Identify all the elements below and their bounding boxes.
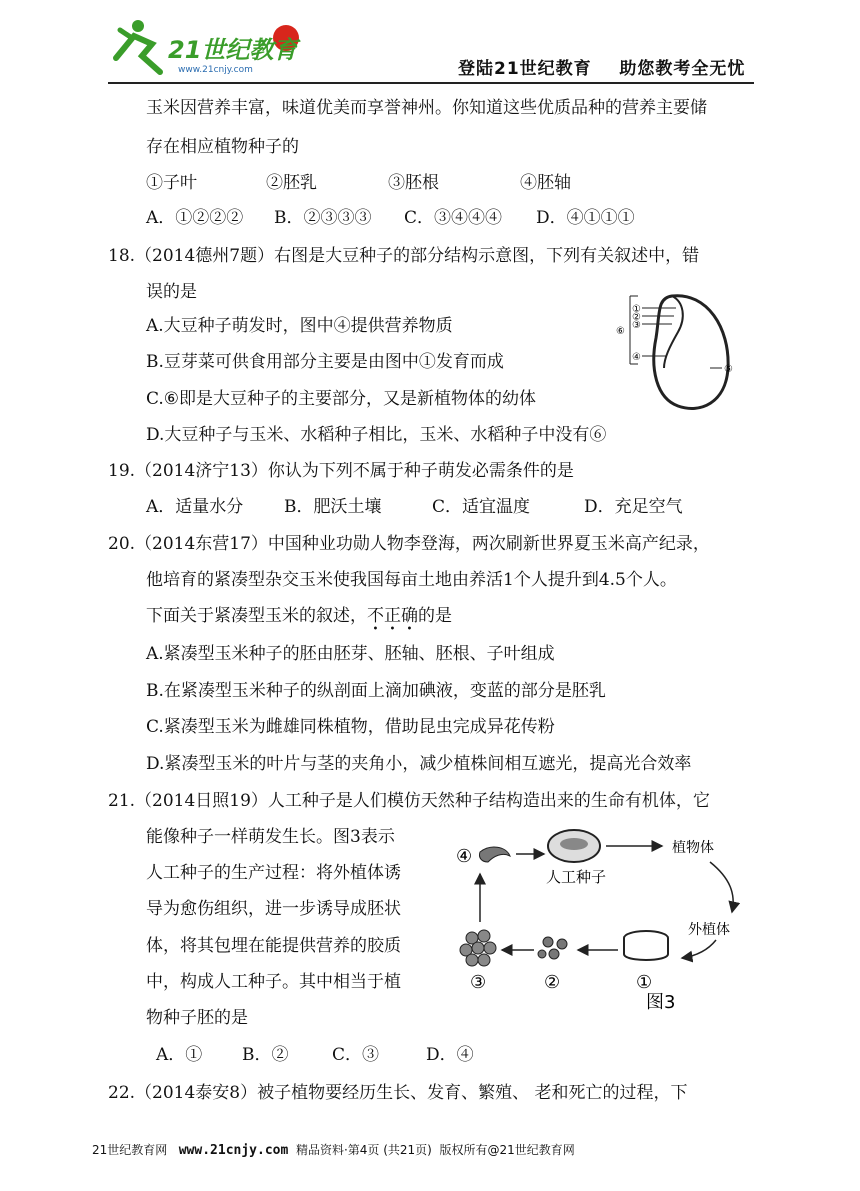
- logo-url: www.21cnjy.com: [178, 65, 253, 75]
- header-slogan: 登陆21世纪教育 助您教考全无忧: [458, 59, 746, 79]
- option: ②胚乳: [266, 173, 317, 193]
- option: D．④①①①: [536, 208, 635, 228]
- soybean-seed-figure: [612, 288, 752, 418]
- site-logo: [108, 18, 308, 80]
- text-line: [146, 605, 452, 627]
- option: D．充足空气: [584, 497, 683, 517]
- header-divider: [108, 82, 754, 84]
- emphasis-char: 确: [401, 606, 418, 626]
- question-18: 18.（2014德州7题）右图是大豆种子的部分结构示意图，下列有关叙述中，错: [108, 246, 700, 266]
- text-segment: 的是: [418, 606, 452, 626]
- emphasis-char: 不: [367, 606, 384, 626]
- logo-text: 21世纪教育: [168, 36, 298, 64]
- text-line: 玉米因营养丰富，味道优美而享誉神州。你知道这些优质品种的营养主要储: [146, 98, 707, 118]
- option: B．肥沃土壤: [284, 497, 382, 517]
- question-21: 21.（2014日照19）人工种子是人们模仿天然种子结构造出来的生命有机体，它: [108, 791, 710, 811]
- option: A.紧凑型玉米种子的胚由胚芽、胚轴、胚根、子叶组成: [146, 644, 555, 664]
- text-line: 人工种子的生产过程：将外植体诱: [146, 863, 401, 883]
- artificial-seed-figure: [450, 822, 750, 1014]
- question-19: 19.（2014济宁13）你认为下列不属于种子萌发必需条件的是: [108, 461, 574, 481]
- fig3-num-4: ④: [456, 846, 473, 867]
- fig3-caption: 图3: [646, 992, 676, 1013]
- option: A.大豆种子萌发时，图中④提供营养物质: [146, 316, 453, 336]
- option: A．适量水分: [146, 497, 244, 517]
- fig3-num-3: ③: [470, 972, 487, 993]
- option: B．②: [242, 1045, 289, 1065]
- option: C．适宜温度: [432, 497, 531, 517]
- option: C．③④④④: [404, 208, 503, 228]
- page-footer: [92, 1141, 792, 1158]
- footer-site: 21世纪教育网: [92, 1143, 168, 1157]
- page-header: [0, 0, 860, 90]
- fig18-label-6: ⑥: [616, 326, 625, 337]
- text-line: 中，构成人工种子。其中相当于植: [146, 972, 401, 992]
- option: C.紧凑型玉米为雌雄同株植物，借助昆虫完成异花传粉: [146, 717, 555, 737]
- option: ①子叶: [146, 173, 197, 193]
- question-20: 20.（2014东营17）中国种业功勋人物李登海，两次刷新世界夏玉米高产纪录，: [108, 534, 710, 554]
- fig18-label-3: ③: [632, 320, 641, 331]
- option: A．①②②②: [146, 208, 244, 228]
- option: D.紧凑型玉米的叶片与茎的夹角小，减少植株间相互遮光，提高光合效率: [146, 754, 692, 774]
- option: B.豆芽菜可供食用部分主要是由图中①发育而成: [146, 352, 504, 372]
- text-line: 存在相应植物种子的: [146, 137, 299, 157]
- footer-url[interactable]: www.21cnjy.com: [178, 1143, 289, 1158]
- text-line: 体，将其包埋在能提供营养的胶质: [146, 936, 401, 956]
- option: C.⑥即是大豆种子的主要部分，又是新植物体的幼体: [146, 389, 537, 409]
- emphasis-char: 正: [384, 606, 401, 626]
- fig3-num-2: ②: [544, 972, 561, 993]
- option: C．③: [332, 1045, 380, 1065]
- option: D．④: [426, 1045, 474, 1065]
- text-line: 他培育的紧凑型杂交玉米使我国每亩土地由养活1个人提升到4.5个人。: [146, 570, 677, 590]
- text-line: 导为愈伤组织，进一步诱导成胚状: [146, 899, 401, 919]
- fig18-label-4: ④: [632, 352, 641, 363]
- text-segment: 下面关于紧凑型玉米的叙述，: [146, 606, 367, 626]
- fig3-num-1: ①: [636, 972, 653, 993]
- question-22: 22.（2014泰安8）被子植物要经历生长、发育、繁殖、 老和死亡的过程，下: [108, 1083, 688, 1103]
- option: ③胚根: [388, 173, 439, 193]
- fig18-label-2: ②: [632, 312, 641, 323]
- fig18-label-1: ①: [632, 304, 641, 315]
- text-line: 能像种子一样萌发生长。图3表示: [146, 827, 395, 847]
- option: B.在紧凑型玉米种子的纵剖面上滴加碘液，变蓝的部分是胚乳: [146, 681, 606, 701]
- callus-cluster: [460, 930, 496, 966]
- option: D.大豆种子与玉米、水稻种子相比，玉米、水稻种子中没有⑥: [146, 425, 607, 445]
- running-figure-icon: [116, 20, 160, 72]
- option: B．②③③③: [274, 208, 372, 228]
- option: A．①: [156, 1045, 203, 1065]
- fig3-plant-label: 植物体: [672, 840, 714, 856]
- footer-page-info: 精品资料·第4页 (共21页) 版权所有@21世纪教育网: [295, 1143, 575, 1157]
- option: ④胚轴: [520, 173, 571, 193]
- fig3-explant-label: 外植体: [688, 922, 730, 938]
- text-line: 物种子胚的是: [146, 1008, 248, 1028]
- text-line: 误的是: [146, 282, 197, 302]
- fig18-label-5: ⑤: [724, 364, 733, 375]
- fig3-artificial-seed-label: 人工种子: [546, 868, 607, 886]
